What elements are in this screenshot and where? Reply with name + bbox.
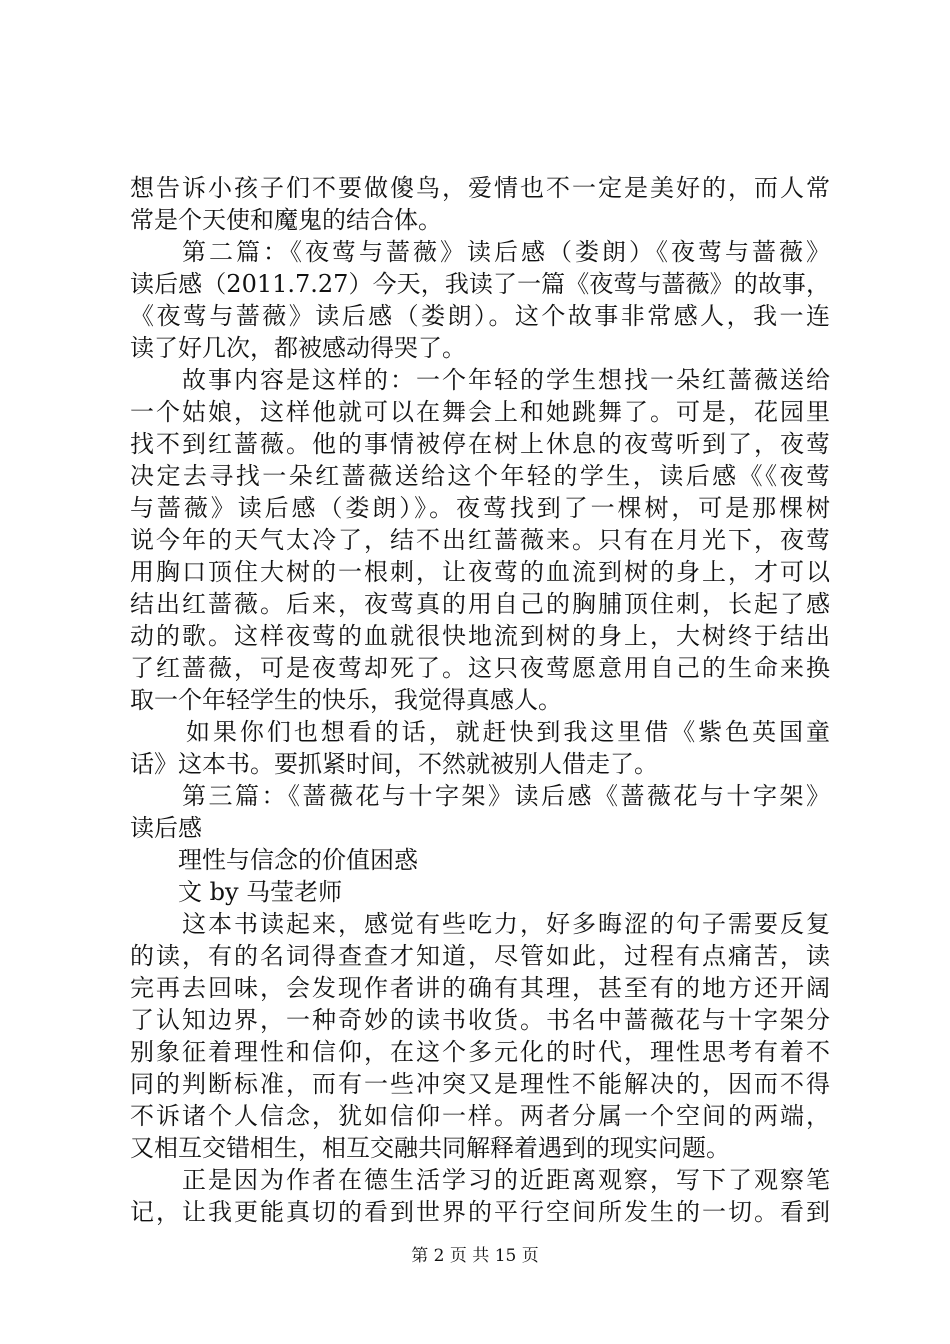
text-line: 常是个天使和魔鬼的结合体。 (130, 206, 442, 234)
text-line: 这本书读起来，感觉有些吃力，好多晦涩的句子需要反复 (182, 910, 830, 938)
text-line: 想告诉小孩子们不要做傻鸟，爱情也不一定是美好的，而人常 (130, 174, 830, 202)
text-line: 故事内容是这样的：一个年轻的学生想找一朵红蔷薇送给 (182, 366, 830, 394)
text-line: 第二篇：《夜莺与蔷薇》读后感（娄朗）《夜莺与蔷薇》 (182, 238, 830, 266)
text-line: 了红蔷薇，可是夜莺却死了。这只夜莺愿意用自己的生命来换 (130, 654, 830, 682)
text-line: 了认知边界，一种奇妙的读书收货。书名中蔷薇花与十字架分 (130, 1006, 830, 1034)
page-footer: 第 2 页 共 15 页 (411, 1246, 539, 1266)
text-line: 的读，有的名词得查查才知道，尽管如此，过程有点痛苦，读 (130, 942, 830, 970)
document-body (130, 172, 830, 1228)
text-line: 理性与信念的价值困惑 (178, 846, 418, 874)
text-line: 完再去回味，会发现作者讲的确有其理，甚至有的地方还开阔 (130, 974, 830, 1002)
text-line: 一个姑娘，这样他就可以在舞会上和她跳舞了。可是，花园里 (130, 398, 830, 426)
text-line: 文 by 马莹老师 (178, 878, 343, 906)
text-line: 《夜莺与蔷薇》读后感（娄朗）。这个故事非常感人，我一连 (130, 302, 830, 330)
text-line: 又相互交错相生，相互交融共同解释着遇到的现实问题。 (130, 1134, 730, 1162)
text-line: 第三篇：《蔷薇花与十字架》读后感《蔷薇花与十字架》 (182, 782, 830, 810)
text-line: 找不到红蔷薇。他的事情被停在树上休息的夜莺听到了，夜莺 (130, 430, 830, 458)
text-line: 读后感（2011.7.27）今天，我读了一篇《夜莺与蔷薇》的故事， (130, 270, 830, 298)
text-line: 决定去寻找一朵红蔷薇送给这个年轻的学生，读后感《《夜莺 (130, 462, 830, 490)
text-line: 与蔷薇》读后感（娄朗）》。夜莺找到了一棵树，可是那棵树 (130, 494, 830, 522)
text-line: 话》这本书。要抓紧时间，不然就被别人借走了。 (130, 750, 658, 778)
text-line: 结出红蔷薇。后来，夜莺真的用自己的胸脯顶住刺，长起了感 (130, 590, 830, 618)
text-line: 用胸口顶住大树的一根刺，让夜莺的血流到树的身上，才可以 (130, 558, 830, 586)
text-line: 同的判断标准，而有一些冲突又是理性不能解决的，因而不得 (130, 1070, 830, 1098)
text-line: 说今年的天气太冷了，结不出红蔷薇来。只有在月光下，夜莺 (130, 526, 830, 554)
text-line: 记，让我更能真切的看到世界的平行空间所发生的一切。看到 (130, 1198, 830, 1226)
text-line: 取一个年轻学生的快乐，我觉得真感人。 (130, 686, 562, 714)
text-line: 读了好几次，都被感动得哭了。 (130, 334, 466, 362)
text-line: 读后感 (130, 814, 202, 842)
text-line: 动的歌。这样夜莺的血就很快地流到树的身上，大树终于结出 (130, 622, 830, 650)
text-line: 正是因为作者在德生活学习的近距离观察，写下了观察笔 (182, 1166, 830, 1194)
text-line: 不诉诸个人信念，犹如信仰一样。两者分属一个空间的两端， (130, 1102, 830, 1130)
text-line: 如果你们也想看的话，就赶快到我这里借《紫色英国童 (186, 718, 830, 746)
text-line: 别象征着理性和信仰，在这个多元化的时代，理性思考有着不 (130, 1038, 830, 1066)
